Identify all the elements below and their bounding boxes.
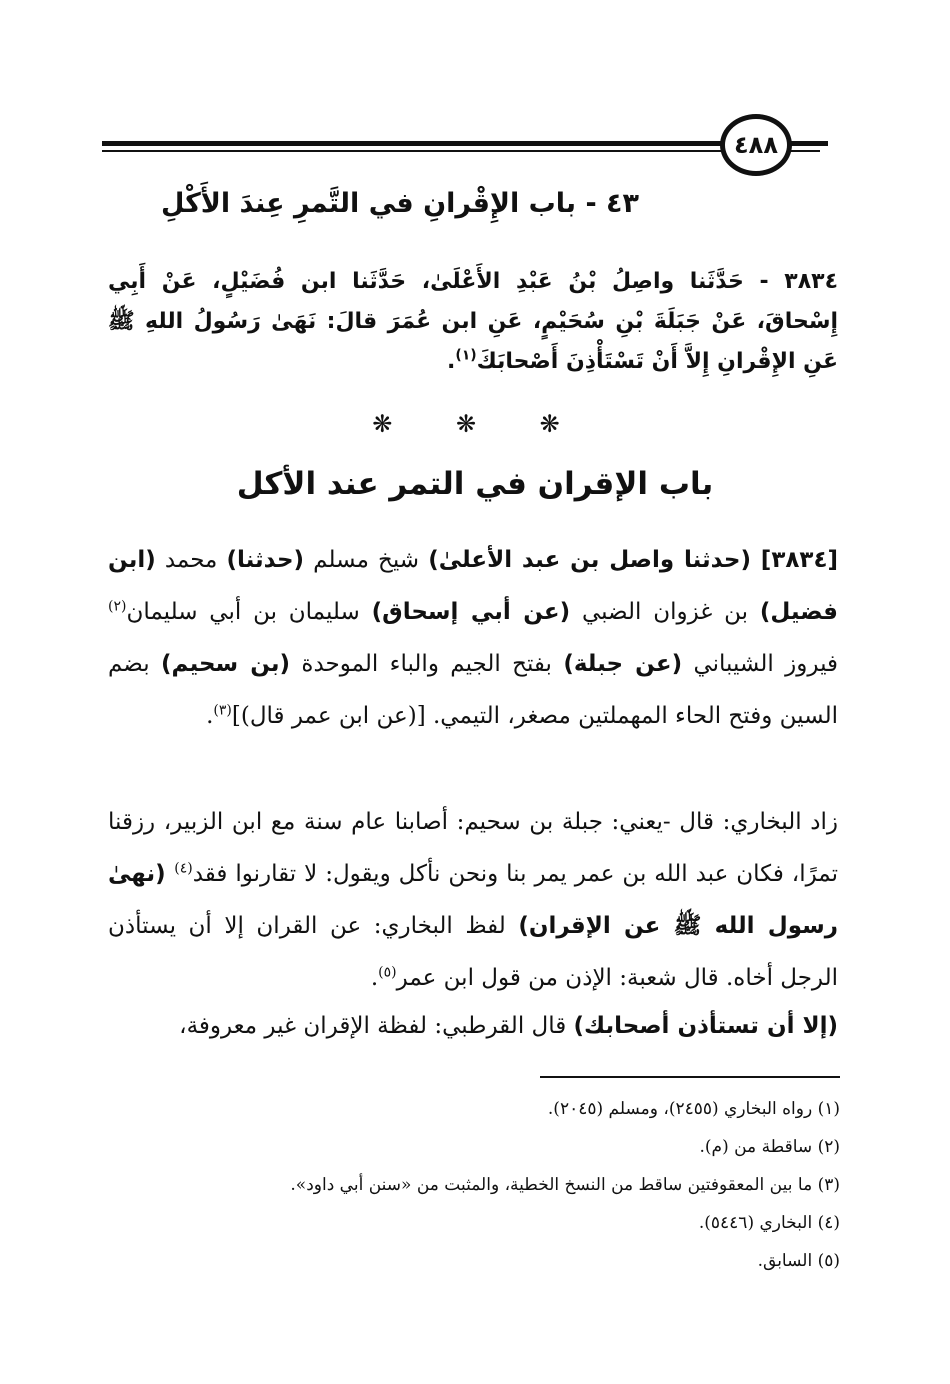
commentary-paragraph: [108, 796, 838, 1004]
hadith-end: .: [446, 349, 456, 374]
footnote: (٤) البخاري (٥٤٤٦).: [698, 1213, 840, 1233]
commentary-text: بفتح الجيم والباء الموحدة: [290, 651, 564, 677]
commentary-end: .: [370, 965, 379, 991]
section-title: باب الإقران في التمر عند الأكل: [236, 466, 714, 502]
hadith-text: [108, 262, 838, 382]
commentary-text: فيروز الشيباني: [682, 651, 839, 677]
commentary-paragraph: [108, 534, 838, 742]
header-rule-right: [790, 141, 828, 146]
commentary-text: قال القرطبي: لفظة الإقران غير معروفة،: [179, 1013, 574, 1039]
chapter-title: ٤٣ - باب الإِقْرانِ في التَّمرِ عِندَ الأَكْلِ: [160, 188, 640, 219]
footnote-marker: (٤): [174, 860, 193, 877]
commentary-text: بن غزوان الضبي: [570, 599, 760, 625]
quoted-text: (عن جبلة): [563, 651, 683, 677]
footnotes: [150, 1090, 840, 1280]
commentary-text: لفظ البخاري: عن القران إلا أن يستأذن الرجل أخاه. قال شعبة: الإذن من قول ابن عمر: [108, 913, 838, 991]
commentary-text: محمد: [155, 547, 227, 573]
footnote: (٣) ما بين المعقوفتين ساقط من النسخ الخطية، والمثبت من «سنن أبي داود».: [290, 1175, 840, 1195]
quoted-text: (بن سحيم): [161, 651, 291, 677]
commentary-paragraph: [108, 1000, 838, 1052]
quoted-text: (ابن فضيل): [108, 547, 838, 625]
footnote: (١) رواه البخاري (٢٤٥٥)، ومسلم (٢٠٤٥).: [547, 1099, 840, 1119]
quoted-text: (إلا أن تستأذن أصحابك): [573, 1013, 838, 1039]
footnote-marker: (٣): [213, 702, 232, 719]
quoted-text: (نهىٰ رسول الله ﷺ عن الإقران): [108, 861, 838, 939]
footnote-marker: (٥): [378, 964, 397, 981]
footnote: (٥) السابق.: [757, 1251, 840, 1271]
hadith-body: ٣٨٣٤ - حَدَّثَنا واصِلُ بْنُ عَبْدِ الأَعْلَىٰ، حَدَّثَنا ابن فُضَيْلٍ، عَنْ أَبِي إِسْحاقَ، عَنْ جَبَلَةَ بْنِ سُحَيْمٍ، عَنِ ابن عُمَرَ قالَ: نَهَىٰ رَسُولُ اللهِ ﷺ عَنِ الإِقْرانِ إِلاَّ أَنْ تَسْتَأْذِنَ أَصْحابَكَ: [108, 269, 838, 374]
page-number-frame: [720, 114, 792, 176]
commentary-text: زاد البخاري: قال -يعني: جبلة بن سحيم: أصابنا عام سنة مع ابن الزبير، رزقنا تمرًا، فكان عبد الله بن عمر يمر بنا ونحن نأكل ويقول: لا تقارنوا فقد: [108, 809, 838, 887]
commentary-text: شيخ مسلم: [304, 547, 429, 573]
header-rule-thick: [102, 141, 722, 146]
footnote-marker: (٢): [108, 598, 127, 615]
quoted-text: (عن أبي إسحاق): [371, 599, 571, 625]
commentary-text: سليمان بن أبي سليمان: [126, 599, 372, 625]
separator-stars: ❋ ❋ ❋: [372, 410, 588, 438]
hadith-number-ref: [٣٨٣٤] (حدثنا واصل بن عبد الأعلىٰ): [428, 547, 838, 573]
footnote: (٢) ساقطة من (م).: [699, 1137, 840, 1157]
commentary-text: بضم السين وفتح الحاء المهملتين مصغر، التيمي. [(عن ابن عمر قال)]: [108, 651, 838, 729]
page-number: ٤٨٨: [734, 131, 778, 159]
commentary-end: .: [206, 703, 214, 729]
quoted-text: (حدثنا): [226, 547, 305, 573]
header-rule-right-thin: [790, 150, 820, 152]
header-rule-thin: [102, 150, 722, 152]
footnote-divider: [540, 1076, 840, 1078]
footnote-marker: (١): [455, 347, 477, 364]
